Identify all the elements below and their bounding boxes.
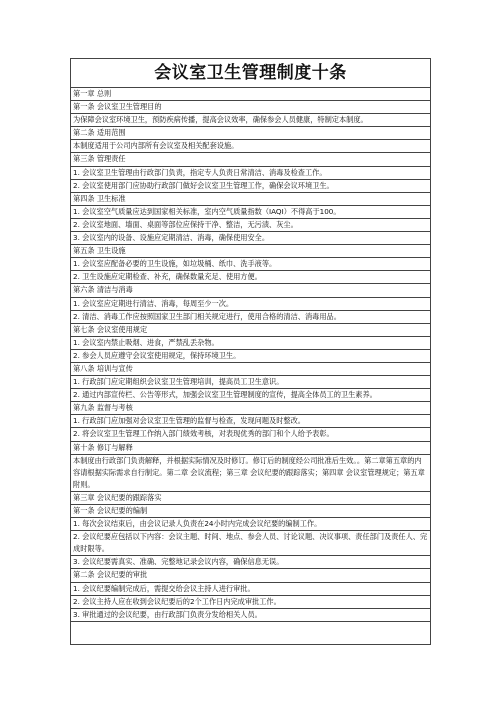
document-line: 第三条 管理责任: [71, 153, 430, 166]
document-line: 1. 会议室空气质量应达到国家相关标准，室内空气质量指数（IAQI）不得高于100。: [71, 206, 430, 219]
document-line: 1. 每次会议结束后，由会议记录人负责在24小时内完成会议纪要的编制工作。: [71, 518, 430, 531]
document-line: 第五条 卫生设施: [71, 245, 430, 258]
document-line: 1. 会议室内禁止吸烟、进食，严禁乱丢杂物。: [71, 337, 430, 350]
document-line: 1. 会议室应配备必要的卫生设施，如垃圾桶、纸巾、洗手液等。: [71, 258, 430, 271]
document-line: 1. 会议纪要编制完成后，需提交给会议主持人进行审批。: [71, 583, 430, 596]
document-line: 本制度由行政部门负责解释，并根据实际情况及时修订。修订后的制度经公司批准后生效。。第二章第五章的内容请根据实际需求自行制定。第二章 会议流程；第三章 会议纪要的跟踪落实；第四章 会议室管理规定；第五章 附则。: [71, 455, 430, 492]
document-line: 2. 卫生设施应定期检查、补充，确保数量充足、使用方便。: [71, 271, 430, 284]
document-title: 会议室卫生管理制度十条: [71, 59, 430, 88]
document-line: 第九条 监督与考核: [71, 402, 430, 415]
document-line: 1. 会议室卫生管理由行政部门负责，指定专人负责日常清洁、消毒及检查工作。: [71, 167, 430, 180]
document-line: 第二条 适用范围: [71, 127, 430, 140]
document-line: 1. 会议室应定期进行清洁、消毒，每周至少一次。: [71, 298, 430, 311]
document-line: 2. 会议主持人应在收到会议纪要后的2个工作日内完成审批工作。: [71, 596, 430, 609]
document-line: 2. 参会人员应遵守会议室使用规定，保持环境卫生。: [71, 350, 430, 363]
document-line: 本制度适用于公司内部所有会议室及相关配套设施。: [71, 140, 430, 153]
document-line: 3. 会议室内的设备、设施应定期清洁、消毒，确保使用安全。: [71, 232, 430, 245]
document-table: [70, 58, 431, 645]
document-line: 2. 会议纪要应包括以下内容：会议主题、时间、地点、参会人员、讨论议题、决议事项、责任部门及责任人、完成时限等。: [71, 531, 430, 556]
document-line: 第一条 会议纪要的编制: [71, 505, 430, 518]
document-line: 2. 清洁、消毒工作应按照国家卫生部门相关规定进行，使用合格的清洁、消毒用品。: [71, 311, 430, 324]
document-line: 2. 将会议室卫生管理工作纳入部门绩效考核，对表现优秀的部门和个人给予表彰。: [71, 428, 430, 441]
document-line: 第二条 会议纪要的审批: [71, 569, 430, 582]
document-line: 2. 通过内部宣传栏、公告等形式，加强会议室卫生管理制度的宣传，提高全体员工的卫生素养。: [71, 389, 430, 402]
document-line: 第七条 会议室使用规定: [71, 324, 430, 337]
document-line: 第一条 会议室卫生管理目的: [71, 101, 430, 114]
document-line: 1. 行政部门应定期组织会议室卫生管理培训，提高员工卫生意识。: [71, 376, 430, 389]
document-line: 为保障会议室环境卫生，预防疾病传播，提高会议效率，确保参会人员健康，特制定本制度。: [71, 114, 430, 127]
document-line: 2. 会议室使用部门应协助行政部门做好会议室卫生管理工作，确保会议环境卫生。: [71, 180, 430, 193]
document-line: 第六条 清洁与消毒: [71, 284, 430, 297]
document-line: 第四条 卫生标准: [71, 193, 430, 206]
document-line: 3. 会议纪要需真实、准确、完整地记录会议内容，确保信息无误。: [71, 556, 430, 569]
document-line: 第一章 总则: [71, 88, 430, 101]
document-lines: [71, 88, 430, 622]
document-line: 1. 行政部门应加强对会议室卫生管理的监督与检查，发现问题及时整改。: [71, 415, 430, 428]
document-line: 第三章 会议纪要的跟踪落实: [71, 492, 430, 505]
document-line: 2. 会议室地面、墙面、桌面等部位应保持干净、整洁，无污渍、灰尘。: [71, 219, 430, 232]
document-line: 第十条 修订与解释: [71, 442, 430, 455]
document-line: 3. 审批通过的会议纪要，由行政部门负责分发给相关人员。: [71, 609, 430, 622]
document-line: 第八条 培训与宣传: [71, 363, 430, 376]
